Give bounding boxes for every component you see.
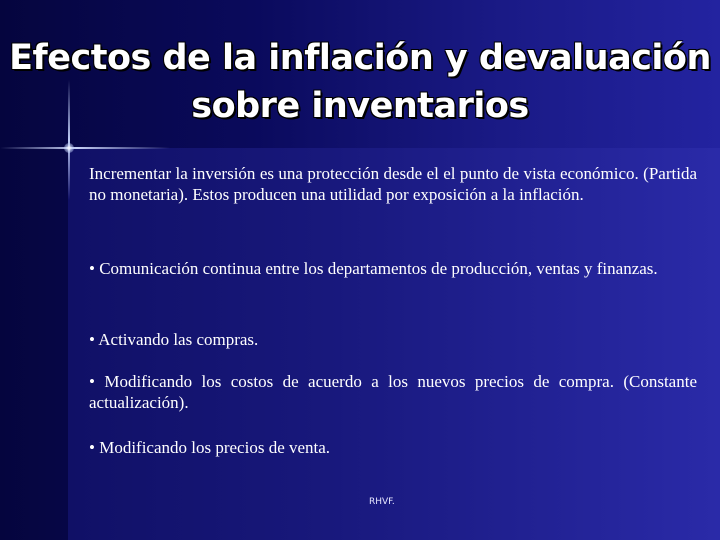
title-line-1: Efectos de la inflación y devaluación [9,38,711,78]
bullet-prices: • Modificando los precios de venta. [89,438,331,457]
bullet-costs: • Modificando los costos de acuerdo a los nuevos precios de compra. (Constante actualización). [89,372,697,412]
title-line-2: sobre inventarios [191,86,529,126]
slide-title [0,34,720,130]
sparkle-vertical-ray [68,80,70,200]
footer-initials: RHVF. [369,497,395,507]
intro-paragraph: Incrementar la inversión es una protección desde el el punto de vista económico. (Partida no monetaria). Estos producen una utilidad por exposición a la inflación. [89,164,697,204]
bullet-purchases: • Activando las compras. [89,330,259,349]
bullet-communication: • Comunicación continua entre los departamentos de producción, ventas y finanzas. [89,259,658,278]
sparkle-horizontal-ray [0,147,170,149]
sparkle-star-icon [64,143,74,153]
